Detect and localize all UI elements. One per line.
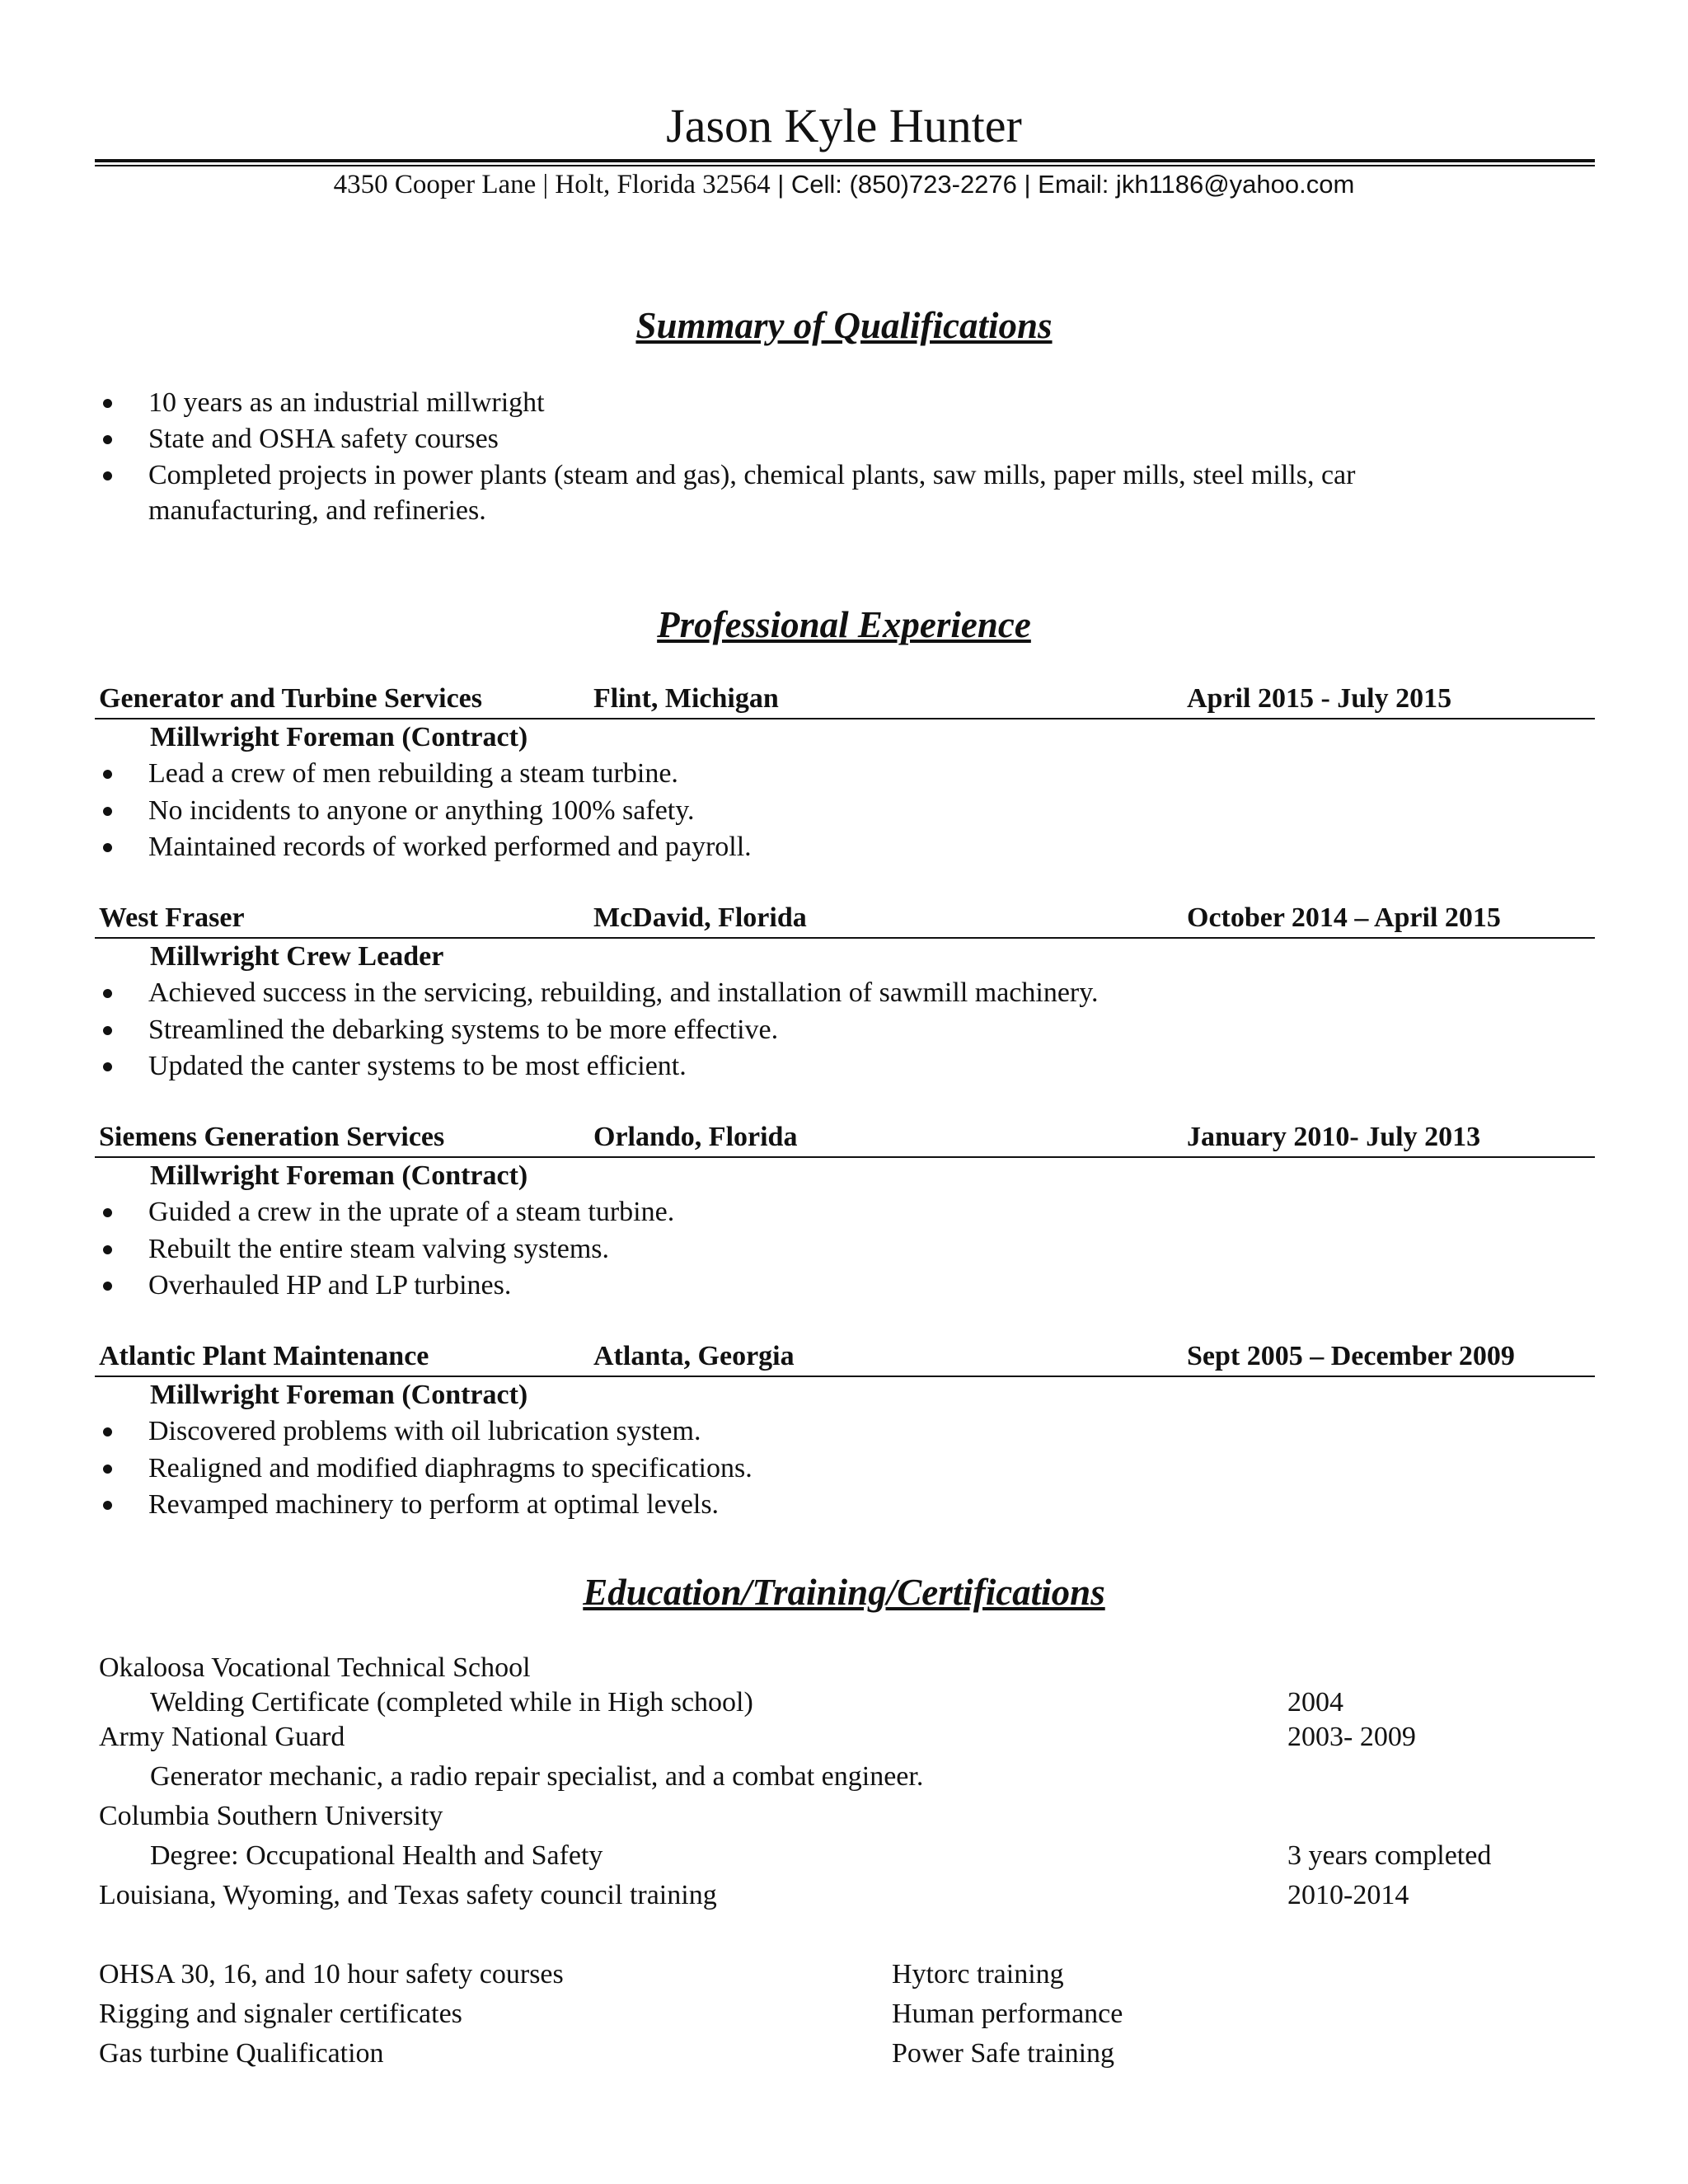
bullet-icon — [103, 843, 112, 852]
job-bullet: Realigned and modified diaphragms to specifications. — [148, 1453, 753, 1483]
bullet-icon — [103, 435, 112, 444]
job-header — [99, 1338, 1595, 1375]
job-bullet: Revamped machinery to perform at optimal levels. — [148, 1489, 720, 1520]
cert-item: Hytorc training — [892, 1959, 1064, 1990]
job-company: Atlantic Plant Maintenance — [99, 1341, 429, 1371]
bullet-icon — [103, 1501, 112, 1510]
job-location: Orlando, Florida — [593, 1122, 798, 1152]
job-dates: October 2014 – April 2015 — [1187, 902, 1501, 933]
job-header — [99, 681, 1595, 717]
job-bullet: Guided a crew in the uprate of a steam turbine. — [148, 1197, 675, 1227]
education-date: 2004 — [1287, 1687, 1343, 1718]
job-role: Millwright Foreman (Contract) — [150, 1160, 528, 1191]
education-title: Education/Training/Certifications — [583, 1572, 1105, 1613]
education-date: 2010-2014 — [1287, 1880, 1409, 1910]
job-bullet: Updated the canter systems to be most efficient. — [148, 1051, 687, 1081]
cert-item: Gas turbine Qualification — [99, 2038, 384, 2069]
contact-line — [0, 166, 1688, 203]
job-company: West Fraser — [99, 902, 245, 933]
education-detail: Generator mechanic, a radio repair specialist, and a combat engineer. — [150, 1761, 924, 1792]
bullet-icon — [103, 1026, 112, 1035]
education-institution: Okaloosa Vocational Technical School — [99, 1652, 531, 1683]
bullet-icon — [103, 1465, 112, 1474]
job-bullet: Rebuilt the entire steam valving systems. — [148, 1234, 610, 1264]
header-rule-thick — [95, 159, 1595, 162]
job-bullet: Discovered problems with oil lubrication system. — [148, 1416, 701, 1446]
job-bullet: Lead a crew of men rebuilding a steam turbine. — [148, 758, 678, 789]
education-institution: Army National Guard — [99, 1722, 345, 1752]
contact-address: 4350 Cooper Lane | Holt, Florida 32564 — [333, 170, 771, 199]
summary-item: 10 years as an industrial millwright — [148, 387, 545, 418]
job-header — [99, 900, 1595, 936]
cert-item: Power Safe training — [892, 2038, 1115, 2069]
cert-item: OHSA 30, 16, and 10 hour safety courses — [99, 1959, 564, 1990]
cert-item: Human performance — [892, 1999, 1123, 2029]
job-role: Millwright Foreman (Contract) — [150, 722, 528, 752]
job-dates: Sept 2005 – December 2009 — [1187, 1341, 1515, 1371]
summary-item: State and OSHA safety courses — [148, 424, 499, 454]
applicant-name: Jason Kyle Hunter — [666, 99, 1022, 152]
job-bullet: Achieved success in the servicing, rebuilding, and installation of sawmill machinery. — [148, 977, 1099, 1008]
experience-title: Professional Experience — [657, 604, 1031, 645]
summary-item-continued: manufacturing, and refineries. — [148, 495, 486, 526]
job-role: Millwright Crew Leader — [150, 941, 444, 972]
bullet-icon — [103, 399, 112, 408]
education-institution: Columbia Southern University — [99, 1801, 443, 1831]
education-date: 2003- 2009 — [1287, 1722, 1416, 1752]
education-date: 3 years completed — [1287, 1840, 1492, 1871]
bullet-icon — [103, 807, 112, 816]
job-company: Generator and Turbine Services — [99, 683, 482, 714]
summary-title: Summary of Qualifications — [635, 305, 1053, 346]
education-detail: Welding Certificate (completed while in High school) — [150, 1687, 753, 1718]
education-detail: Degree: Occupational Health and Safety — [150, 1840, 603, 1871]
bullet-icon — [103, 770, 112, 779]
cert-item: Rigging and signaler certificates — [99, 1999, 462, 2029]
contact-phone-email: | Cell: (850)723-2276 | Email: jkh1186@yahoo.com — [770, 170, 1355, 199]
bullet-icon — [103, 1208, 112, 1217]
summary-item: Completed projects in power plants (steam and gas), chemical plants, saw mills, paper mills, steel mills, car — [148, 460, 1356, 490]
job-bullet: Maintained records of worked performed and payroll. — [148, 832, 752, 862]
job-role: Millwright Foreman (Contract) — [150, 1380, 528, 1410]
job-location: McDavid, Florida — [593, 902, 807, 933]
education-institution: Louisiana, Wyoming, and Texas safety council training — [99, 1880, 717, 1910]
bullet-icon — [103, 471, 112, 480]
job-header — [99, 1119, 1595, 1155]
bullet-icon — [103, 1427, 112, 1436]
bullet-icon — [103, 1282, 112, 1291]
job-location: Atlanta, Georgia — [593, 1341, 795, 1371]
job-dates: April 2015 - July 2015 — [1187, 683, 1452, 714]
bullet-icon — [103, 1062, 112, 1071]
job-location: Flint, Michigan — [593, 683, 779, 714]
job-bullet: No incidents to anyone or anything 100% safety. — [148, 795, 695, 826]
bullet-icon — [103, 989, 112, 998]
job-dates: January 2010- July 2013 — [1187, 1122, 1481, 1152]
bullet-icon — [103, 1245, 112, 1254]
job-bullet: Streamlined the debarking systems to be more effective. — [148, 1015, 779, 1045]
job-bullet: Overhauled HP and LP turbines. — [148, 1270, 512, 1301]
job-company: Siemens Generation Services — [99, 1122, 445, 1152]
